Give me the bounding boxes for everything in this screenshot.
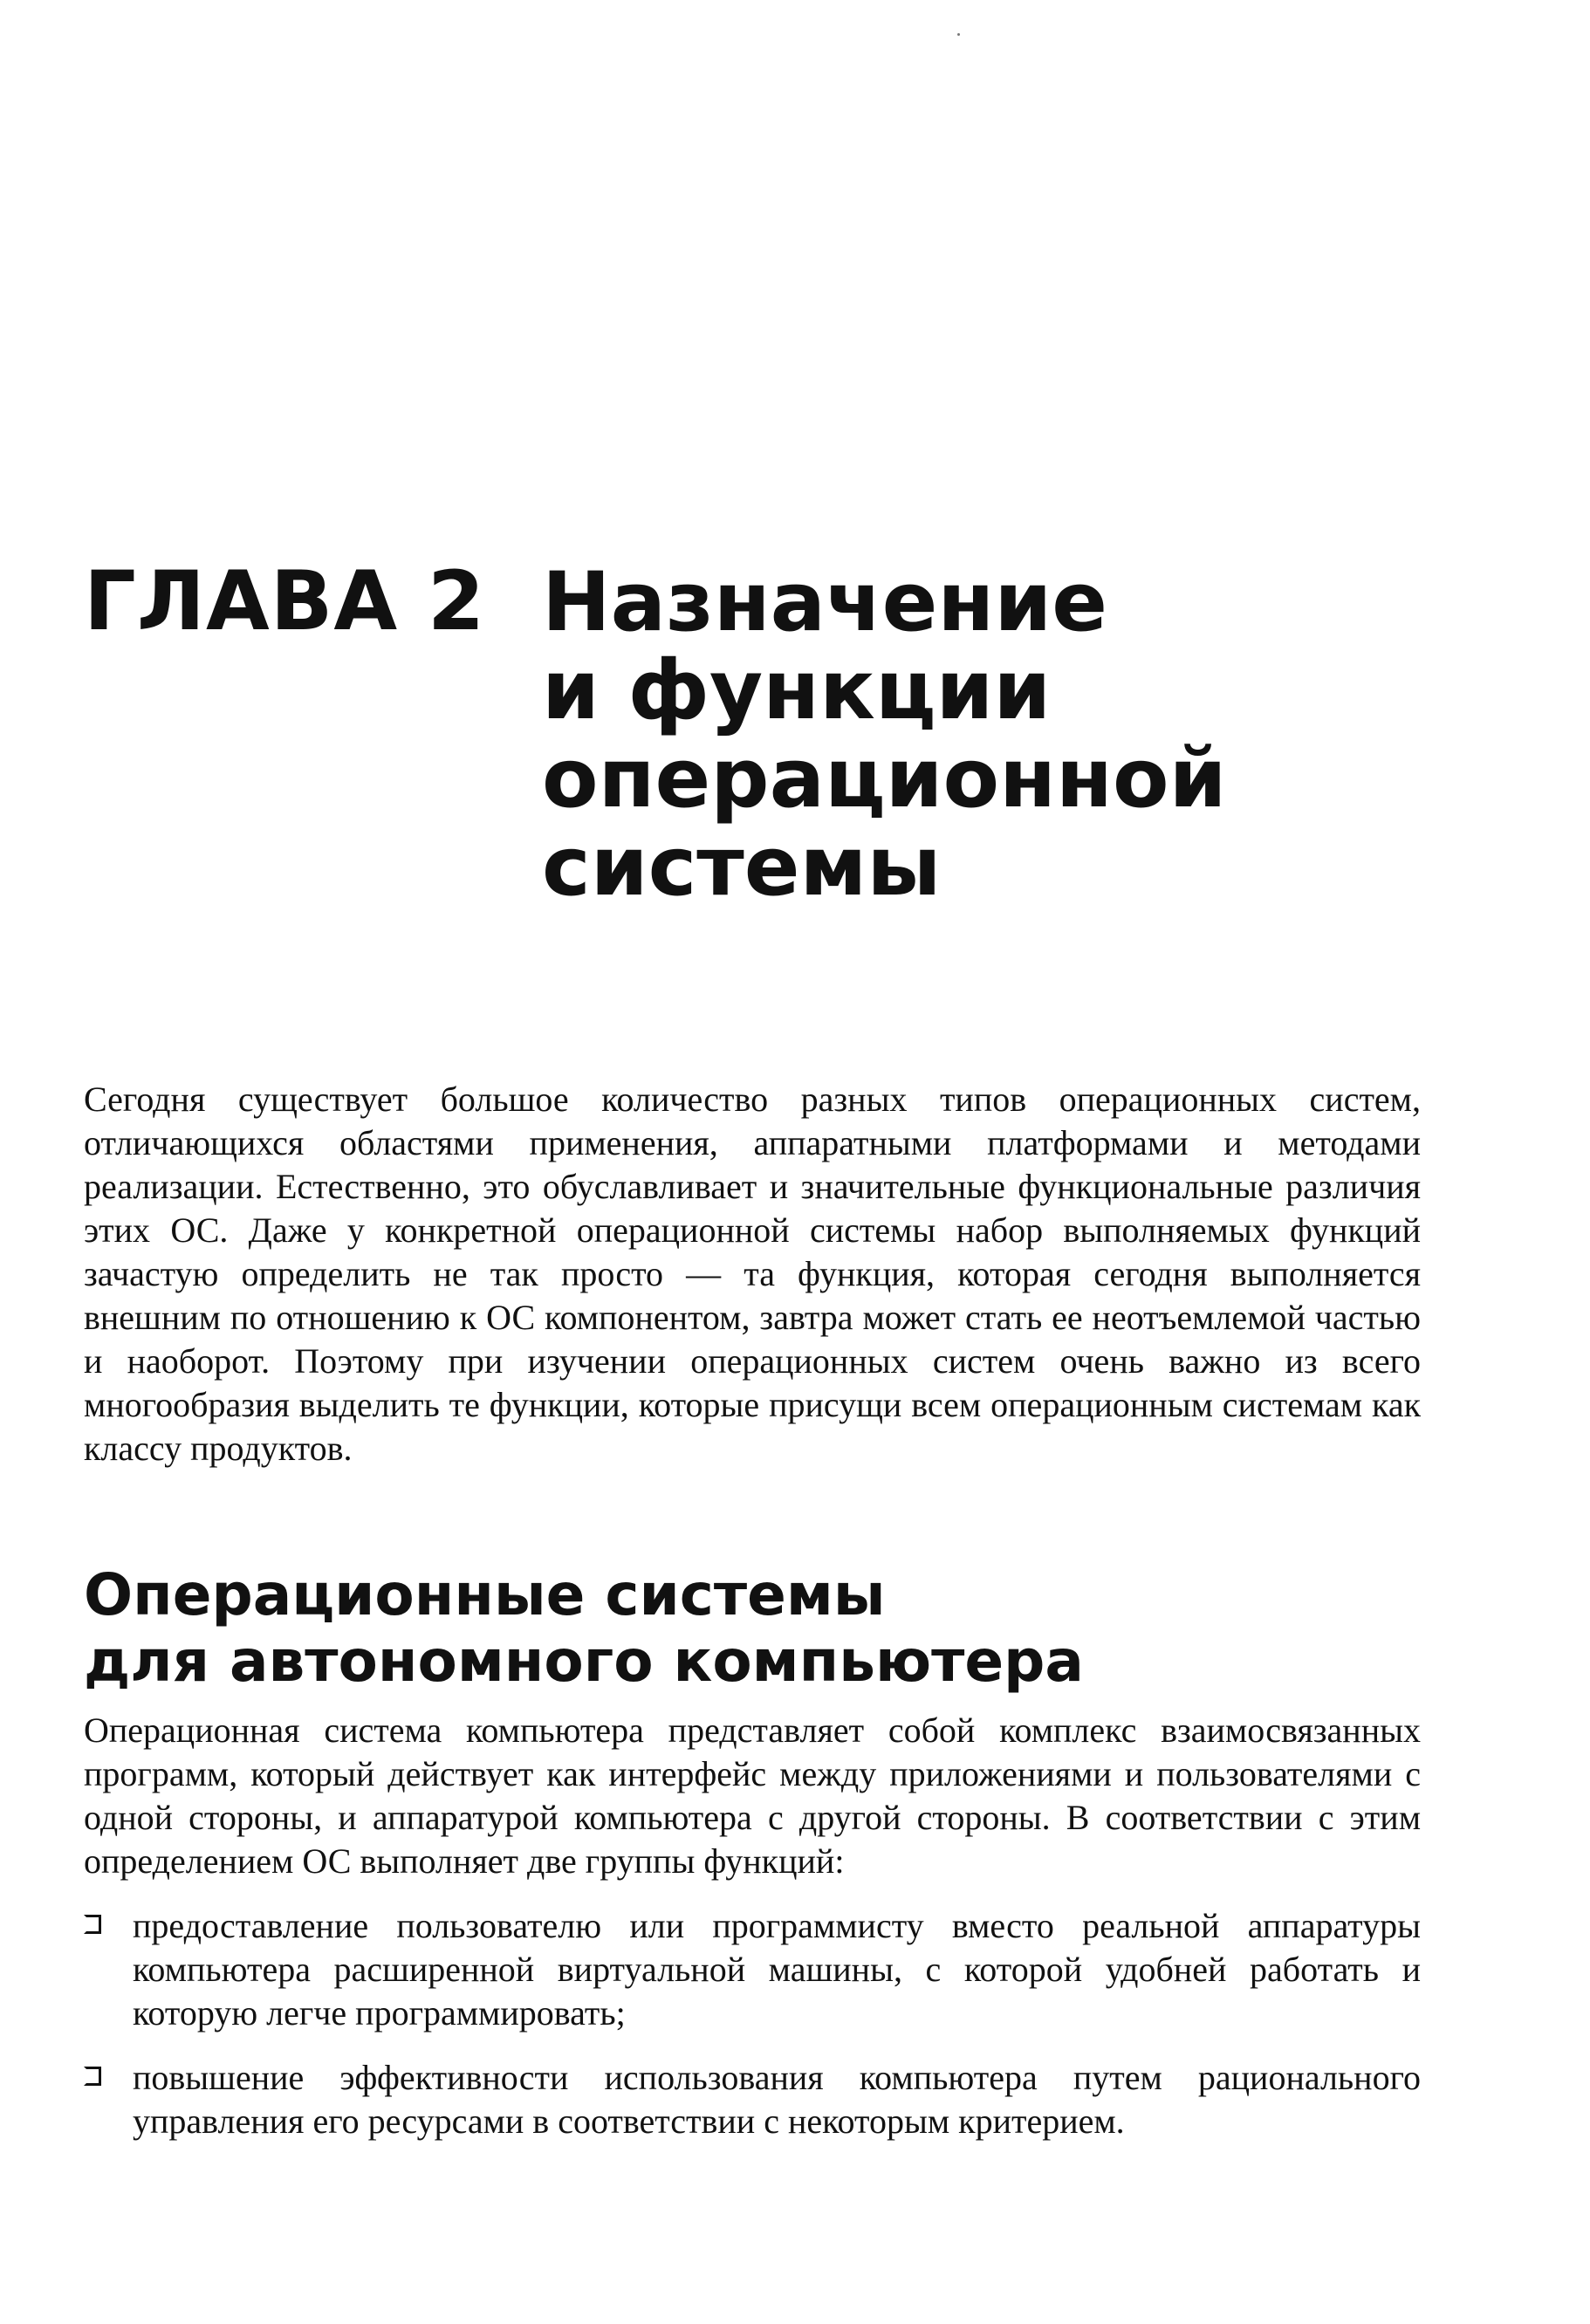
chapter-title bbox=[542, 555, 1227, 915]
chapter-title-line: системы bbox=[542, 819, 942, 915]
chapter-number: ГЛАВА 2 bbox=[84, 554, 486, 649]
list-item-text: повышение эффективности использования компьютера путем рационального управления его ресурсами в соответствии с некоторым критерием. bbox=[133, 2058, 1421, 2141]
checkbox-bullet-icon bbox=[84, 1915, 101, 1934]
section-paragraph: Операционная система компьютера представляет собой комплекс взаимосвязанных программ, который действует как интерфейс между приложениями и пользователями с одной стороны, и аппаратурой компьютера с другой стороны. В соответствии с этим определением ОС выполняет две группы функций: bbox=[84, 1710, 1421, 1881]
intro-paragraph: Сегодня существует большое количество разных типов операционных систем, отличающихся областями применения, аппаратными платформами и методами реализации. Естественно, это обуславливает и значительные функциональные различия этих ОС. Даже у конкретной операционной системы набор выполняемых функций зачастую определить не так просто — та функция, которая сегодня выполняется внешним по отношению к ОС компонентом, завтра может стать ее неотъемлемой частью и наоборот. Поэтому при изучении операционных систем очень важно из всего многообразия выделить те функции, которые присущи всем операционным системам как классу продуктов. bbox=[84, 1080, 1421, 1468]
function-list bbox=[84, 1904, 1421, 2164]
section-heading-line: для автономного компьютера bbox=[84, 1628, 1084, 1695]
list-item bbox=[84, 1904, 1421, 2035]
chapter-title-line: Назначение bbox=[542, 555, 1107, 650]
list-item-text: предоставление пользователю или программисту вместо реальной аппаратуры компьютера расширенной виртуальной машины, с которой удобней работать и которую легче программировать; bbox=[133, 1906, 1421, 2033]
scan-artifact-dot bbox=[957, 33, 960, 36]
section-heading-line: Операционные системы bbox=[84, 1561, 886, 1628]
section-heading bbox=[84, 1562, 1428, 1695]
chapter-title-line: операционной bbox=[542, 731, 1227, 826]
checkbox-bullet-icon bbox=[84, 2067, 101, 2086]
chapter-title-line: и функции bbox=[542, 643, 1052, 738]
list-item bbox=[84, 2056, 1421, 2143]
